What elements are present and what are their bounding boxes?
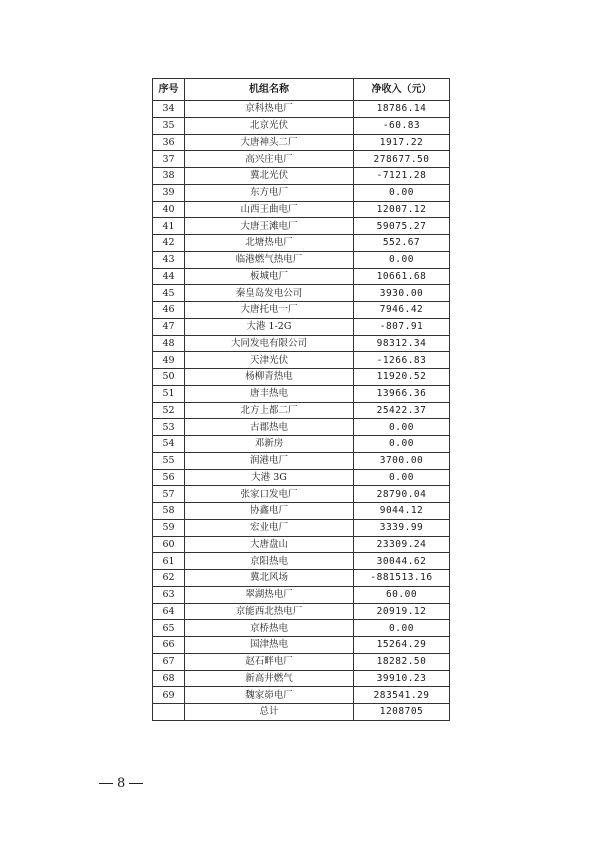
table-row [153,285,450,302]
table-row [153,653,450,670]
footer-dash-left [99,783,113,784]
table-row [153,503,450,520]
row-unit-name: 高兴庄电厂 [185,151,354,168]
table-row [153,151,450,168]
row-unit-name: 山西王曲电厂 [185,201,354,218]
row-unit-name: 东方电厂 [185,184,354,201]
row-index: 48 [153,335,185,352]
table-row [153,302,450,319]
row-unit-name: 唐丰热电 [185,385,354,402]
table-row [153,553,450,570]
row-unit-name: 临港燃气热电厂 [185,251,354,268]
row-index: 67 [153,653,185,670]
row-net-income: 59075.27 [354,218,450,235]
table-row [153,469,450,486]
row-unit-name: 京科热电厂 [185,101,354,118]
table-row [153,201,450,218]
row-net-income: 30044.62 [354,553,450,570]
row-net-income: 98312.34 [354,335,450,352]
row-index: 50 [153,369,185,386]
table-header [153,79,450,101]
table-row [153,670,450,687]
row-index: 45 [153,285,185,302]
row-index: 53 [153,419,185,436]
row-net-income: 283541.29 [354,687,450,704]
row-index: 38 [153,168,185,185]
table-row [153,117,450,134]
table-row [153,436,450,453]
row-index: 65 [153,620,185,637]
row-index: 69 [153,687,185,704]
row-net-income: 12007.12 [354,201,450,218]
row-index: 55 [153,452,185,469]
row-unit-name: 张家口发电厂 [185,486,354,503]
row-index: 34 [153,101,185,118]
row-net-income: 552.67 [354,235,450,252]
row-unit-name: 赵石畔电厂 [185,653,354,670]
row-net-income: 11920.52 [354,369,450,386]
table-row [153,519,450,536]
row-unit-name: 总计 [185,704,354,721]
row-unit-name: 板城电厂 [185,268,354,285]
row-index: 61 [153,553,185,570]
table-row [153,318,450,335]
row-net-income: 3930.00 [354,285,450,302]
row-net-income: 18786.14 [354,101,450,118]
row-index: 39 [153,184,185,201]
row-net-income: 1208705 [354,704,450,721]
row-unit-name: 新高井燃气 [185,670,354,687]
row-index: 41 [153,218,185,235]
row-net-income: 3339.99 [354,519,450,536]
row-index: 46 [153,302,185,319]
row-net-income: 20919.12 [354,603,450,620]
row-index: 36 [153,134,185,151]
table-row [153,235,450,252]
table-row [153,637,450,654]
row-unit-name: 北塘热电厂 [185,235,354,252]
row-unit-name: 秦皇岛发电公司 [185,285,354,302]
table-row [153,536,450,553]
row-net-income: 28790.04 [354,486,450,503]
row-index: 59 [153,519,185,536]
row-unit-name: 北京光伏 [185,117,354,134]
row-net-income: 18282.50 [354,653,450,670]
header-index: 序号 [153,79,185,101]
table-row [153,704,450,721]
row-unit-name: 京桥热电 [185,620,354,637]
table-row [153,218,450,235]
row-index: 57 [153,486,185,503]
row-net-income: 0.00 [354,251,450,268]
row-net-income: 39910.23 [354,670,450,687]
row-net-income: 10661.68 [354,268,450,285]
table-row [153,486,450,503]
income-table [152,78,450,721]
row-index: 52 [153,402,185,419]
table-row [153,570,450,587]
row-unit-name: 大唐王滩电厂 [185,218,354,235]
row-index: 58 [153,503,185,520]
table-row [153,385,450,402]
row-net-income: 9044.12 [354,503,450,520]
row-unit-name: 大唐神头二厂 [185,134,354,151]
row-unit-name: 北方上都二厂 [185,402,354,419]
table-row [153,268,450,285]
row-net-income: 0.00 [354,620,450,637]
page-number: 8 [117,776,126,791]
table-row [153,402,450,419]
table-row [153,184,450,201]
row-net-income: 25422.37 [354,402,450,419]
table-row [153,251,450,268]
row-unit-name: 天津光伏 [185,352,354,369]
row-index: 63 [153,586,185,603]
row-net-income: 0.00 [354,419,450,436]
row-index: 54 [153,436,185,453]
row-net-income: 0.00 [354,436,450,453]
row-unit-name: 润港电厂 [185,452,354,469]
table-row [153,586,450,603]
table-row [153,352,450,369]
row-unit-name: 大同发电有限公司 [185,335,354,352]
row-net-income: 1917.22 [354,134,450,151]
row-unit-name: 京能西北热电厂 [185,603,354,620]
row-unit-name: 大港 1-2G [185,318,354,335]
row-unit-name: 大唐盘山 [185,536,354,553]
table-row [153,603,450,620]
row-net-income: 0.00 [354,184,450,201]
row-unit-name: 古郡热电 [185,419,354,436]
row-index: 51 [153,385,185,402]
row-index: 35 [153,117,185,134]
row-index: 47 [153,318,185,335]
table-body [153,101,450,721]
row-index: 66 [153,637,185,654]
header-unit-name: 机组名称 [185,79,354,101]
row-unit-name: 大唐托电一厂 [185,302,354,319]
table-row [153,419,450,436]
row-net-income: -7121.28 [354,168,450,185]
table-row [153,134,450,151]
row-net-income: 278677.50 [354,151,450,168]
row-unit-name: 魏家峁电厂 [185,687,354,704]
row-index: 56 [153,469,185,486]
table-row [153,620,450,637]
row-net-income: -807.91 [354,318,450,335]
row-unit-name: 邓新房 [185,436,354,453]
row-net-income: -881513.16 [354,570,450,587]
row-unit-name: 大港 3G [185,469,354,486]
row-index: 37 [153,151,185,168]
row-unit-name: 宏业电厂 [185,519,354,536]
row-unit-name: 翠湖热电厂 [185,586,354,603]
header-net-income: 净收入（元） [354,79,450,101]
table-row [153,369,450,386]
row-unit-name: 协鑫电厂 [185,503,354,520]
row-index: 42 [153,235,185,252]
row-net-income: -60.83 [354,117,450,134]
table-row [153,452,450,469]
header-row [153,79,450,101]
row-unit-name: 京阳热电 [185,553,354,570]
row-net-income: 15264.29 [354,637,450,654]
row-net-income: 7946.42 [354,302,450,319]
page-footer [95,776,147,791]
row-index: 43 [153,251,185,268]
row-net-income: 23309.24 [354,536,450,553]
row-index: 62 [153,570,185,587]
table-row [153,687,450,704]
row-index [153,704,185,721]
footer-dash-right [129,783,143,784]
row-net-income: 13966.36 [354,385,450,402]
row-unit-name: 冀北光伏 [185,168,354,185]
row-net-income: 60.00 [354,586,450,603]
table-row [153,335,450,352]
table-row [153,101,450,118]
row-index: 40 [153,201,185,218]
row-net-income: 0.00 [354,469,450,486]
row-index: 60 [153,536,185,553]
row-net-income: -1266.83 [354,352,450,369]
row-unit-name: 杨柳青热电 [185,369,354,386]
row-unit-name: 国津热电 [185,637,354,654]
row-index: 68 [153,670,185,687]
row-index: 64 [153,603,185,620]
row-index: 44 [153,268,185,285]
row-net-income: 3700.00 [354,452,450,469]
row-index: 49 [153,352,185,369]
row-unit-name: 冀北风场 [185,570,354,587]
table-row [153,168,450,185]
